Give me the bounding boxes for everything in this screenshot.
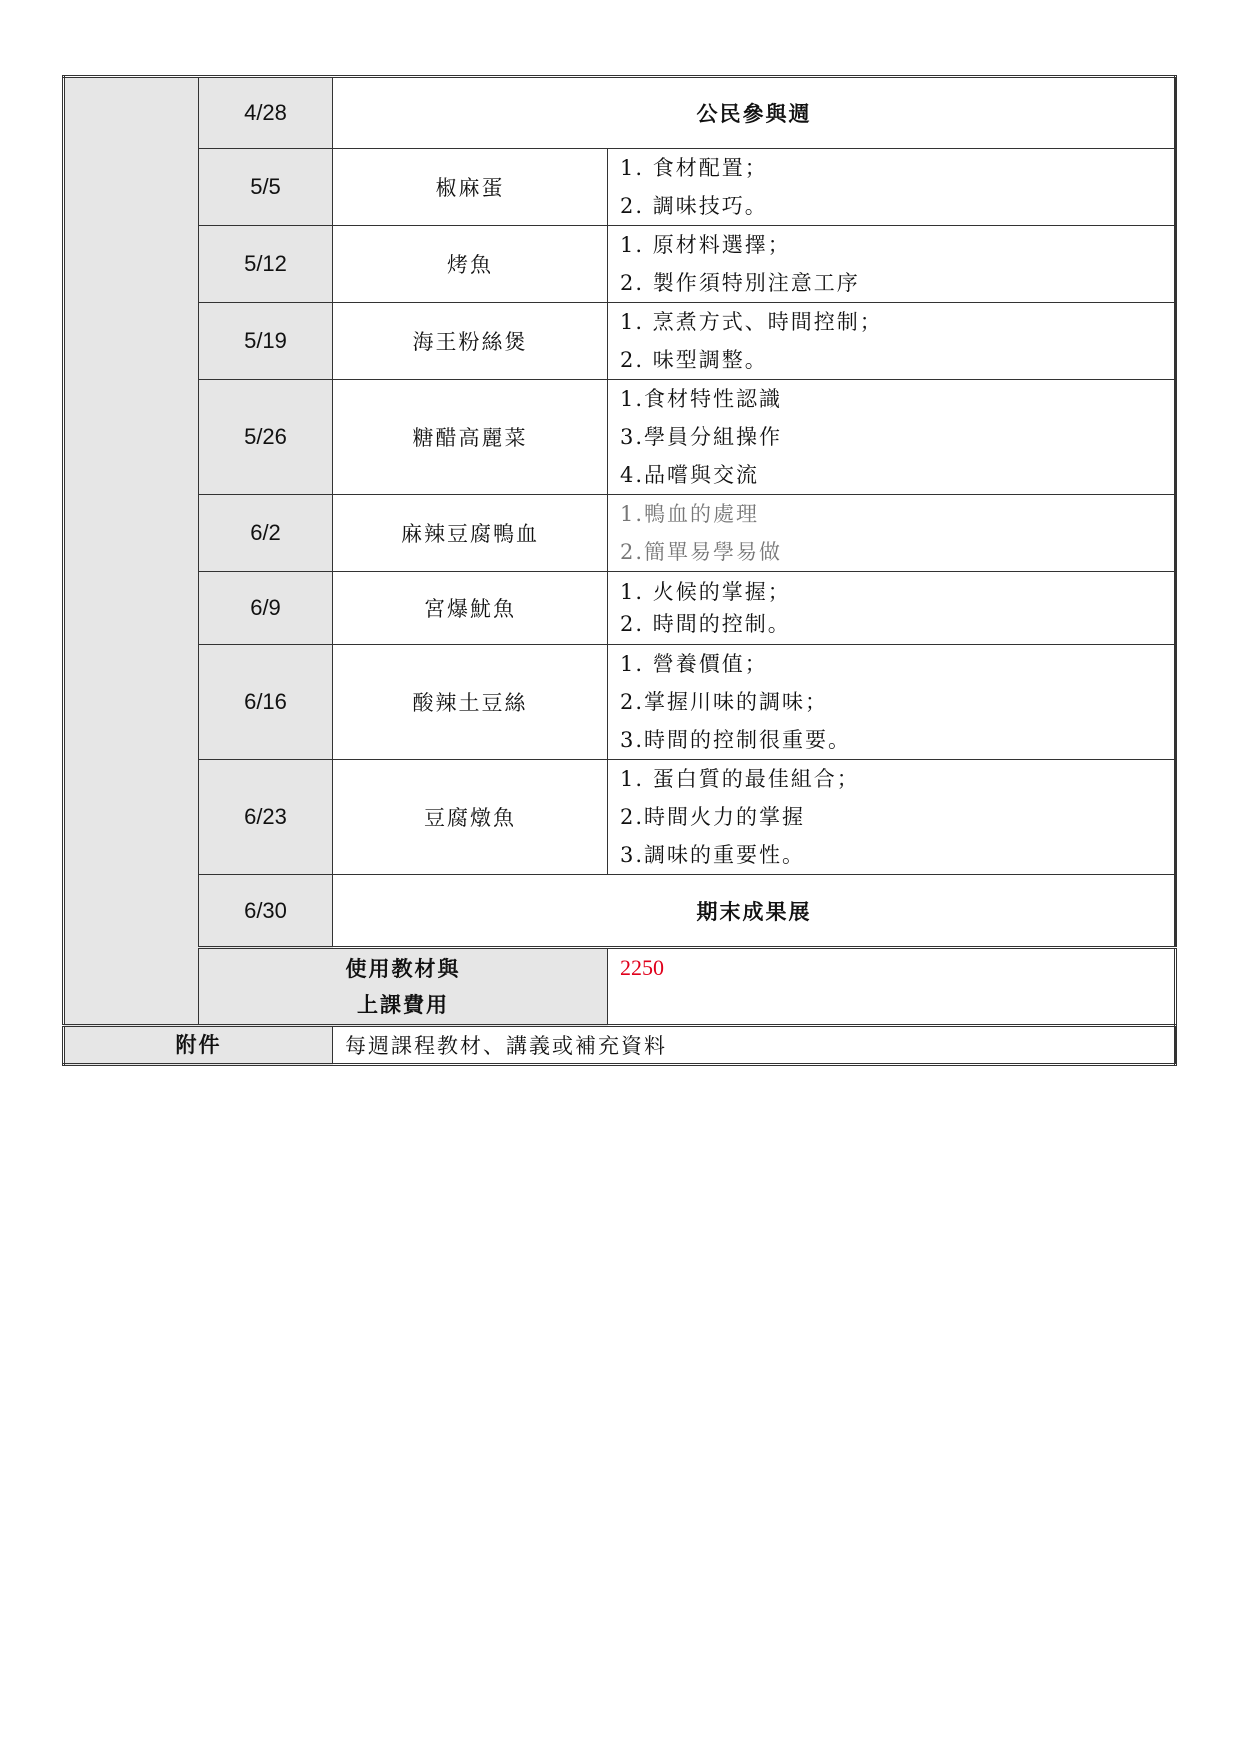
dish-name: 椒麻蛋 <box>333 149 608 226</box>
dish-name: 糖醋高麗菜 <box>333 380 608 495</box>
note-line: 1. 營養價值； <box>620 652 768 676</box>
lesson-notes <box>608 149 1176 226</box>
dish-name: 豆腐燉魚 <box>333 760 608 875</box>
date-cell: 4/28 <box>199 77 333 149</box>
lesson-notes <box>608 760 1176 875</box>
note-line: 2.簡單易學易做 <box>620 540 783 564</box>
attachment-row <box>64 1026 1176 1065</box>
course-schedule-table <box>62 75 1177 1066</box>
materials-cost-value: 2250 <box>608 948 1176 1026</box>
date-cell: 5/12 <box>199 226 333 303</box>
materials-label-line1: 使用教材與 <box>345 955 461 981</box>
note-line: 1.鴨血的處理 <box>620 502 760 526</box>
dish-name: 海王粉絲煲 <box>333 303 608 380</box>
schedule-row <box>64 226 1176 303</box>
note-line: 3.調味的重要性。 <box>620 843 806 867</box>
note-line: 3.時間的控制很重要。 <box>620 728 852 752</box>
date-cell: 6/23 <box>199 760 333 875</box>
final-showcase-title: 期末成果展 <box>333 875 1176 948</box>
schedule-row-civic-week <box>64 77 1176 149</box>
schedule-row <box>64 303 1176 380</box>
note-line: 1. 火候的掌握； <box>620 580 791 604</box>
date-cell: 5/5 <box>199 149 333 226</box>
note-line: 2.掌握川味的調味； <box>620 690 829 714</box>
dish-name: 酸辣土豆絲 <box>333 645 608 760</box>
dish-name: 宮爆魷魚 <box>333 572 608 645</box>
materials-row <box>64 948 1176 1026</box>
schedule-row <box>64 380 1176 495</box>
note-line: 1.食材特性認識 <box>620 387 783 411</box>
date-cell: 6/2 <box>199 495 333 572</box>
attachment-label: 附件 <box>64 1026 333 1065</box>
note-line: 1. 食材配置； <box>620 156 768 180</box>
date-cell: 5/19 <box>199 303 333 380</box>
note-line: 2.時間火力的掌握 <box>620 805 806 829</box>
lesson-notes <box>608 495 1176 572</box>
note-line: 1. 蛋白質的最佳組合； <box>620 767 860 791</box>
materials-label <box>199 948 608 1026</box>
date-cell: 6/16 <box>199 645 333 760</box>
section-label-cell <box>64 77 199 1026</box>
note-line: 1. 原材料選擇； <box>620 233 791 257</box>
schedule-row <box>64 149 1176 226</box>
dish-name: 烤魚 <box>333 226 608 303</box>
schedule-row <box>64 645 1176 760</box>
lesson-notes <box>608 572 1176 645</box>
note-line: 2. 時間的控制。 <box>620 612 791 636</box>
attachment-value: 每週課程教材、講義或補充資料 <box>333 1026 1176 1065</box>
lesson-notes <box>608 645 1176 760</box>
dish-name: 麻辣豆腐鴨血 <box>333 495 608 572</box>
lesson-notes <box>608 303 1176 380</box>
note-line: 2. 製作須特別注意工序 <box>620 271 860 295</box>
date-cell: 6/30 <box>199 875 333 948</box>
civic-week-title: 公民參與週 <box>333 77 1176 149</box>
note-line: 2. 味型調整。 <box>620 348 768 372</box>
lesson-notes <box>608 380 1176 495</box>
materials-label-line2: 上課費用 <box>357 991 449 1017</box>
date-cell: 6/9 <box>199 572 333 645</box>
schedule-row <box>64 495 1176 572</box>
date-cell: 5/26 <box>199 380 333 495</box>
note-line: 4.品嚐與交流 <box>620 463 760 487</box>
note-line: 2. 調味技巧。 <box>620 194 768 218</box>
note-line: 1. 烹煮方式、時間控制； <box>620 310 883 334</box>
schedule-row-final <box>64 875 1176 948</box>
schedule-row <box>64 572 1176 645</box>
note-line: 3.學員分組操作 <box>620 425 783 449</box>
lesson-notes <box>608 226 1176 303</box>
schedule-row <box>64 760 1176 875</box>
